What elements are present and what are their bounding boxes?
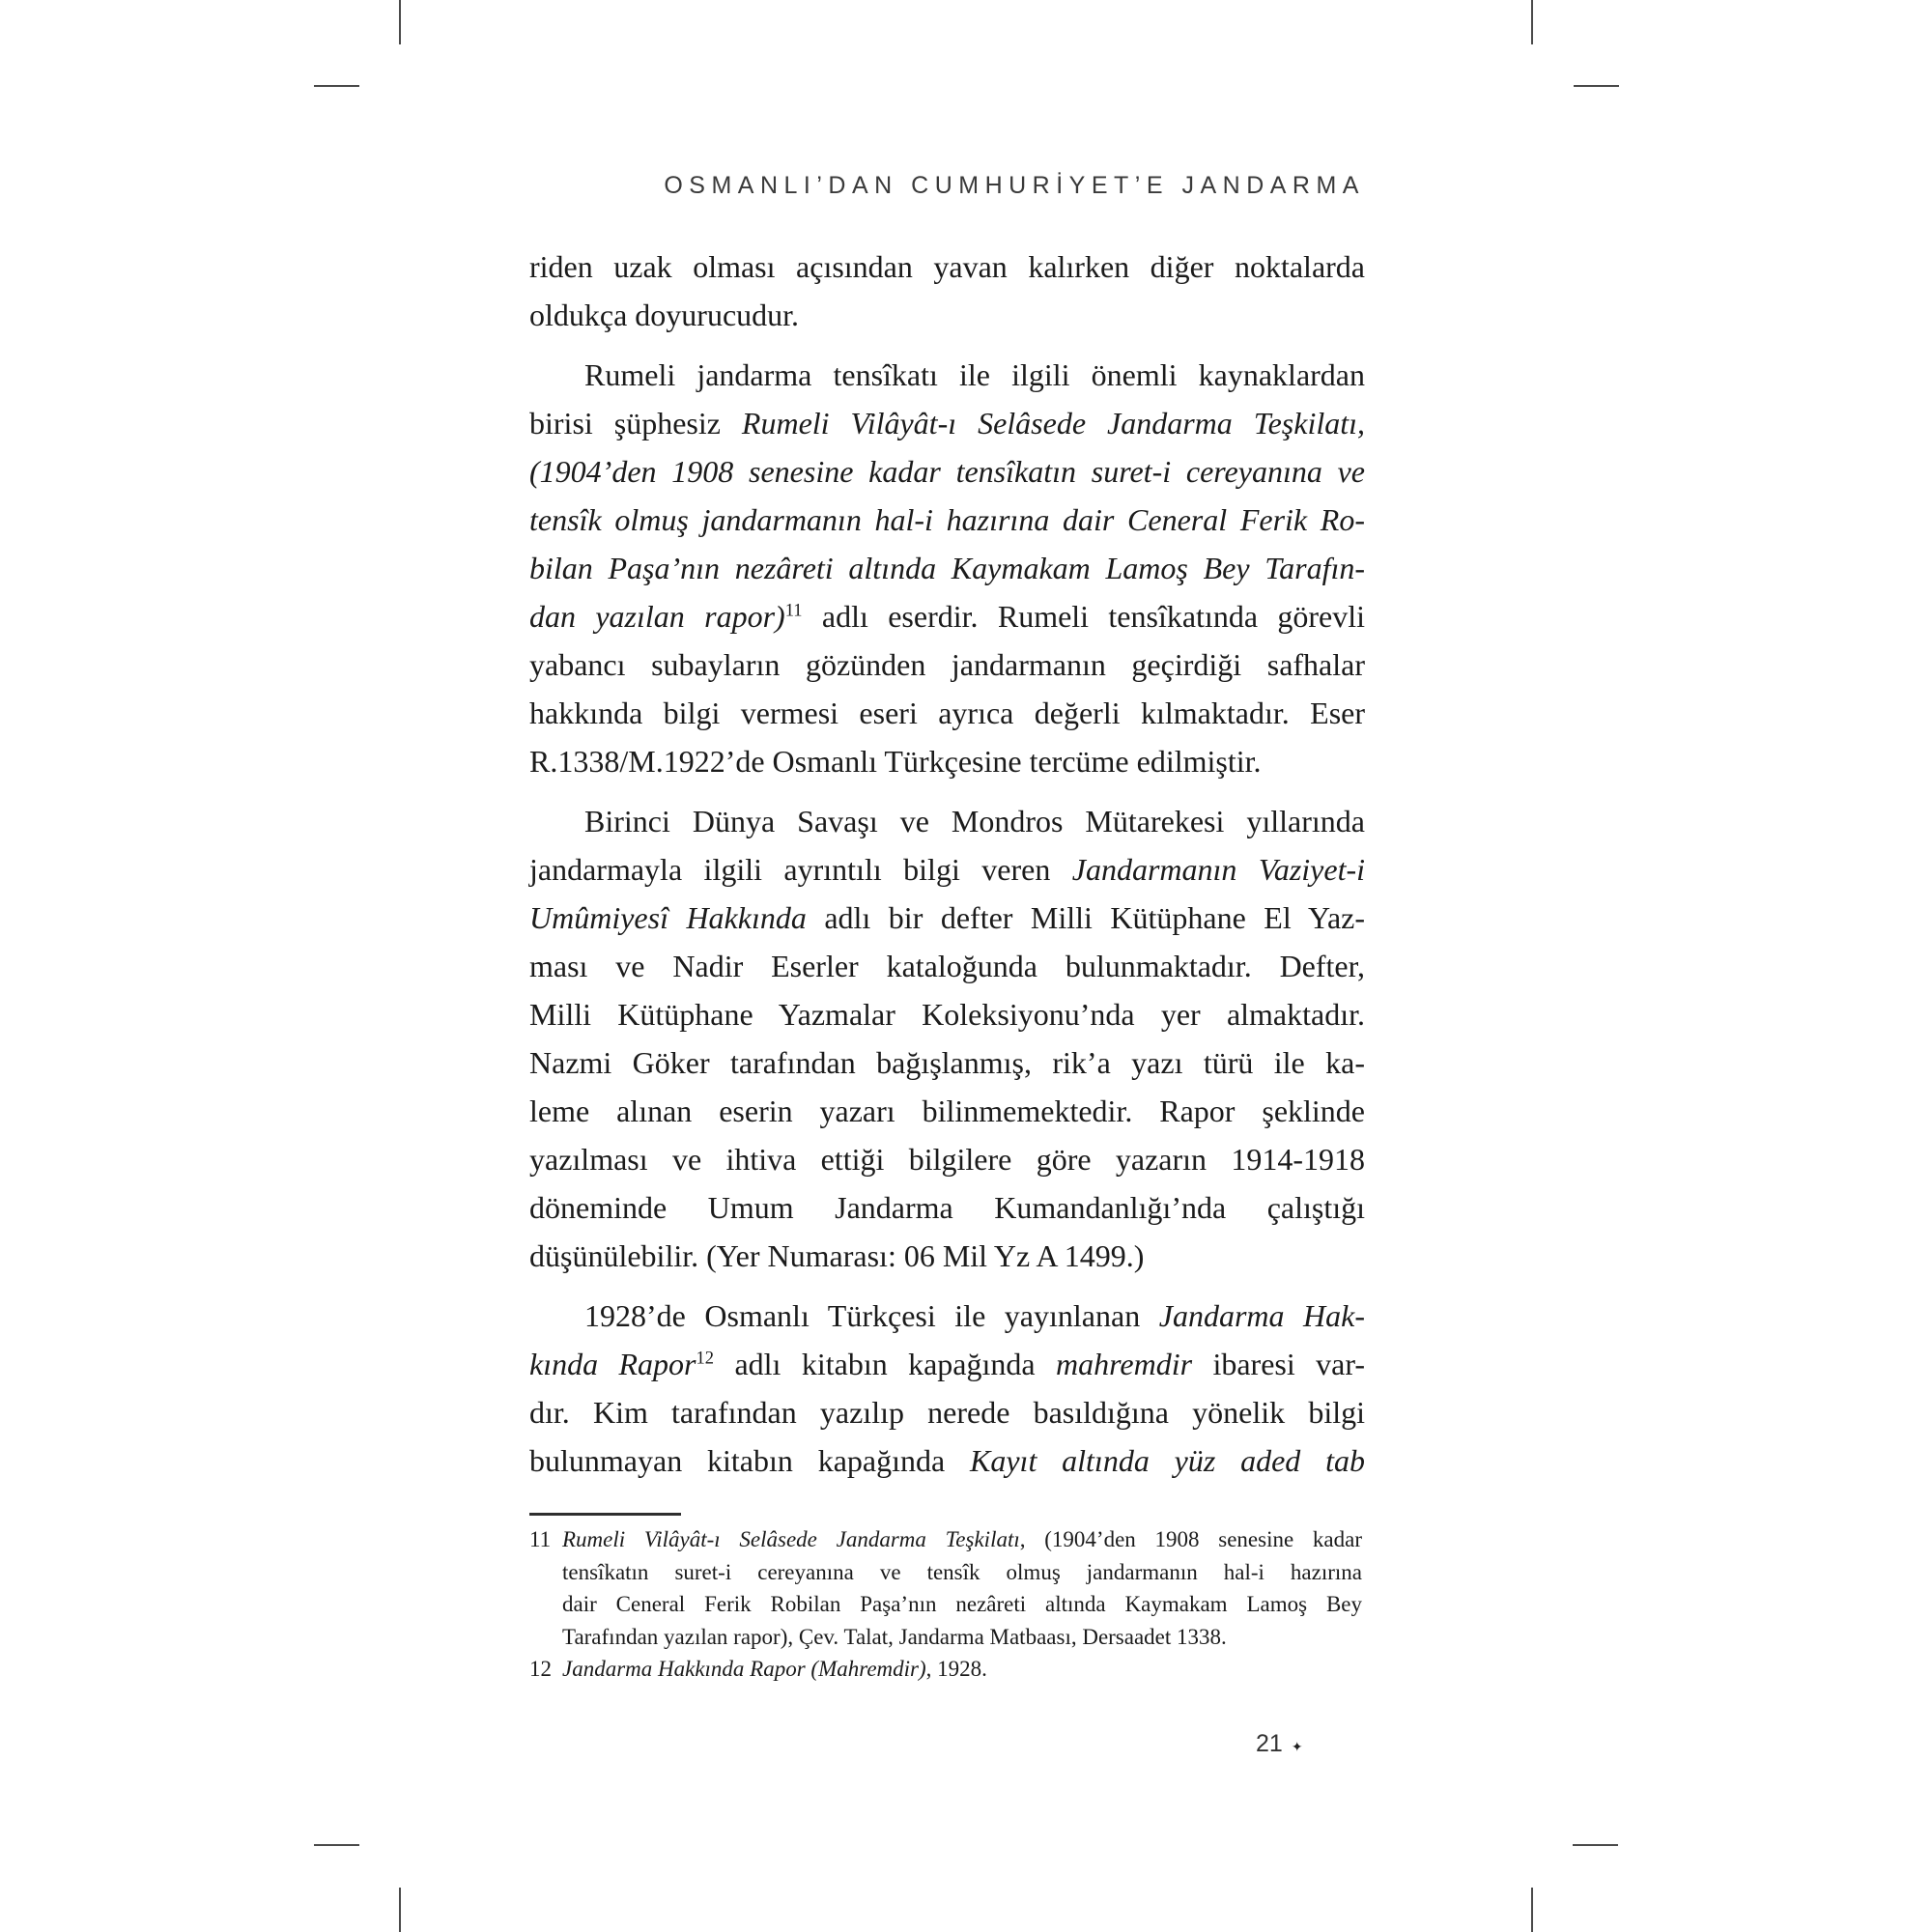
footnote-line: tensîkatın suret-i cereyanına ve tensîk olmuş jandarmanın hal-i hazırına: [562, 1559, 1362, 1584]
footnote-line: Tarafından yazılan rapor), Çev. Talat, Jandarma Matbaası, Dersaadet 1338.: [562, 1624, 1227, 1649]
text-line: Milli Kütüphane Yazmalar Koleksiyonu’nda yer almaktadır.: [529, 997, 1365, 1032]
text-line: jandarmayla ilgili ayrıntılı bilgi veren Jandarmanın Vaziyet-i: [529, 852, 1366, 887]
running-header: OSMANLI’DAN CUMHURİYET’E JANDARMA: [664, 172, 1365, 199]
text-line: kında Rapor$^{12}$ adlı kitabın kapağında mahremdir ibaresi var-: [529, 1347, 1366, 1381]
text-line: Nazmi Göker tarafından bağışlanmış, rik’a yazı türü ile ka-: [529, 1045, 1365, 1080]
text-line: bulunmayan kitabın kapağında Kayıt altında yüz aded tab: [529, 1443, 1365, 1478]
footnote-number: 12: [529, 1657, 552, 1681]
footnote-text: [562, 1653, 1362, 1686]
page-number: 21: [1256, 1730, 1283, 1757]
text-line: Umûmiyesî Hakkında adlı bir defter Milli Kütüphane El Yaz-: [529, 900, 1366, 935]
text-line: leme alınan eserin yazarı bilinmemektedir. Rapor şeklinde: [529, 1094, 1365, 1128]
paragraph: [529, 351, 1365, 785]
text-line: hakkında bilgi vermesi eseri ayrıca değerli kılmaktadır. Eser: [529, 696, 1365, 730]
page-footer: [1256, 1730, 1303, 1758]
text-line: dan yazılan rapor)$^{11}$ adlı eserdir. Rumeli tensîkatında görevli: [529, 599, 1366, 634]
paragraph: [529, 797, 1365, 1280]
crop-mark-top-left-horizontal: [314, 85, 359, 87]
footnotes-block: [529, 1523, 1362, 1686]
footnote-item: [529, 1523, 1362, 1653]
text-line: bilan Paşa’nın nezâreti altında Kaymakam Lamoş Bey Tarafın-: [529, 551, 1365, 585]
crop-mark-top-right-horizontal: [1574, 85, 1619, 87]
crop-mark-bottom-right-vertical: [1531, 1888, 1533, 1932]
crop-mark-top-right-vertical: [1531, 0, 1533, 44]
text-line: riden uzak olması açısından yavan kalırken diğer noktalarda: [529, 249, 1365, 284]
text-line: düşünülebilir. (Yer Numarası: 06 Mil Yz A 1499.): [529, 1238, 1145, 1273]
footnote-item: [529, 1653, 1362, 1686]
text-line: dır. Kim tarafından yazılıp nerede basıldığına yönelik bilgi: [529, 1395, 1365, 1430]
text-line: oldukça doyurucudur.: [529, 298, 800, 332]
folio-ornament-icon: ✦: [1291, 1740, 1303, 1755]
crop-mark-bottom-right-horizontal: [1573, 1844, 1618, 1846]
text-line: yabancı subayların gözünden jandarmanın geçirdiği safhalar: [529, 647, 1365, 682]
footnote-separator-rule: [529, 1513, 681, 1516]
text-line: yazılması ve ihtiva ettiği bilgilere göre yazarın 1914-1918: [529, 1142, 1365, 1177]
footnote-line: dair Ceneral Ferik Robilan Paşa’nın nezâreti altında Kaymakam Lamoş Bey: [562, 1592, 1362, 1616]
text-line: 1928’de Osmanlı Türkçesi ile yayınlanan Jandarma Hak-: [584, 1298, 1366, 1333]
paragraph: [529, 242, 1365, 339]
paragraph: [529, 1292, 1365, 1485]
text-line: Rumeli jandarma tensîkatı ile ilgili önemli kaynaklardan: [584, 357, 1365, 392]
body-text-block: [529, 242, 1365, 1485]
text-line: (1904’den 1908 senesine kadar tensîkatın suret-i cereyanına ve: [529, 454, 1365, 489]
text-line: birisi şüphesiz Rumeli Vilâyât-ı Selâsede Jandarma Teşkilatı,: [529, 406, 1366, 440]
footnote-text: [562, 1523, 1362, 1653]
text-line: ması ve Nadir Eserler kataloğunda bulunmaktadır. Defter,: [529, 949, 1365, 983]
text-line: R.1338/M.1922’de Osmanlı Türkçesine tercüme edilmiştir.: [529, 744, 1262, 779]
text-line: Birinci Dünya Savaşı ve Mondros Mütarekesi yıllarında: [584, 804, 1365, 838]
text-line: tensîk olmuş jandarmanın hal-i hazırına dair Ceneral Ferik Ro-: [529, 502, 1365, 537]
footnote-line: Jandarma Hakkında Rapor (Mahremdir), 1928.: [562, 1657, 987, 1681]
text-line: döneminde Umum Jandarma Kumandanlığı’nda çalıştığı: [529, 1190, 1365, 1225]
footnote-number: 11: [529, 1527, 552, 1551]
crop-mark-bottom-left-horizontal: [314, 1844, 359, 1846]
crop-mark-bottom-left-vertical: [399, 1888, 401, 1932]
footnote-line: Rumeli Vilâyât-ı Selâsede Jandarma Teşkilatı, (1904’den 1908 senesine kadar: [562, 1527, 1362, 1551]
crop-mark-top-left-vertical: [399, 0, 401, 44]
